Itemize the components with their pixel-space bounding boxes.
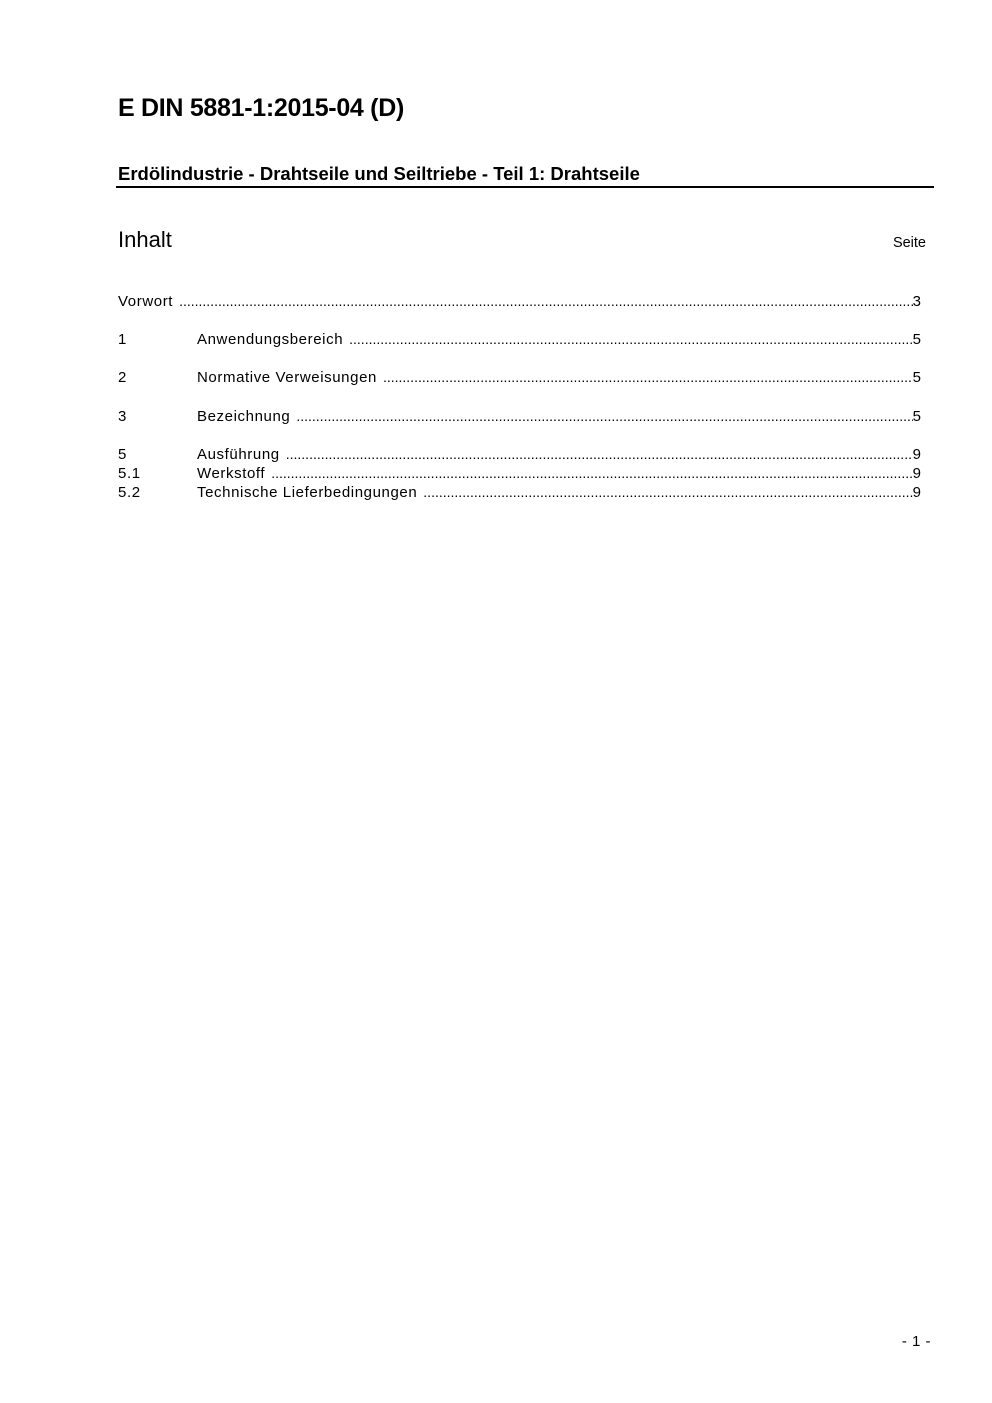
toc-entry-text: Vorwort (118, 293, 174, 310)
toc-entry-page: 5 (912, 369, 921, 386)
toc-entry-bezeichnung[interactable] (118, 407, 921, 426)
toc-entry-number: 1 (118, 331, 127, 348)
toc-heading: Inhalt (118, 227, 172, 252)
page-number: - 1 - (901, 1333, 931, 1350)
title-rule (116, 186, 934, 188)
toc-leader-dots (296, 407, 912, 426)
toc-entry-anwendungsbereich[interactable] (118, 330, 921, 349)
toc-leader-dots (179, 292, 913, 311)
toc-leader-dots (271, 464, 912, 483)
toc-page-column-label: Seite (892, 235, 926, 251)
document-subtitle: Erdölindustrie - Drahtseile und Seiltriebe - Teil 1: Drahtseile (118, 163, 640, 184)
toc-entry-number: 2 (118, 369, 127, 386)
toc-entry-page: 5 (912, 331, 921, 348)
toc-entry-ausfuehrung[interactable] (118, 445, 921, 464)
toc-entry-number: 5 (118, 446, 127, 463)
toc-entry-text: Ausführung (197, 446, 280, 463)
toc-entry-text: Werkstoff (197, 465, 266, 482)
toc-leader-dots (383, 368, 913, 387)
toc-leader-dots (349, 330, 913, 349)
toc-entry-page: 3 (912, 293, 921, 310)
toc-entry-page: 9 (912, 484, 921, 501)
toc-entry-normative-verweisungen[interactable] (118, 368, 921, 387)
toc-entry-text: Normative Verweisungen (197, 369, 377, 386)
toc-entry-technische-lieferbedingungen[interactable] (118, 483, 921, 502)
toc-entry-text: Bezeichnung (197, 408, 291, 425)
toc-entry-vorwort[interactable] (118, 292, 921, 311)
document-title: E DIN 5881-1:2015-04 (D) (118, 94, 404, 122)
toc-entry-number: 3 (118, 408, 127, 425)
toc-entry-werkstoff[interactable] (118, 464, 921, 483)
toc-leader-dots (286, 445, 913, 464)
toc-leader-dots (423, 483, 912, 502)
toc-entry-number: 5.2 (118, 484, 141, 501)
toc-entry-text: Anwendungsbereich (197, 331, 344, 348)
toc-entry-text: Technische Lieferbedingungen (197, 484, 418, 501)
toc-entry-page: 5 (912, 408, 921, 425)
toc-entry-page: 9 (912, 446, 921, 463)
toc-entry-number: 5.1 (118, 465, 141, 482)
toc-entry-page: 9 (912, 465, 921, 482)
